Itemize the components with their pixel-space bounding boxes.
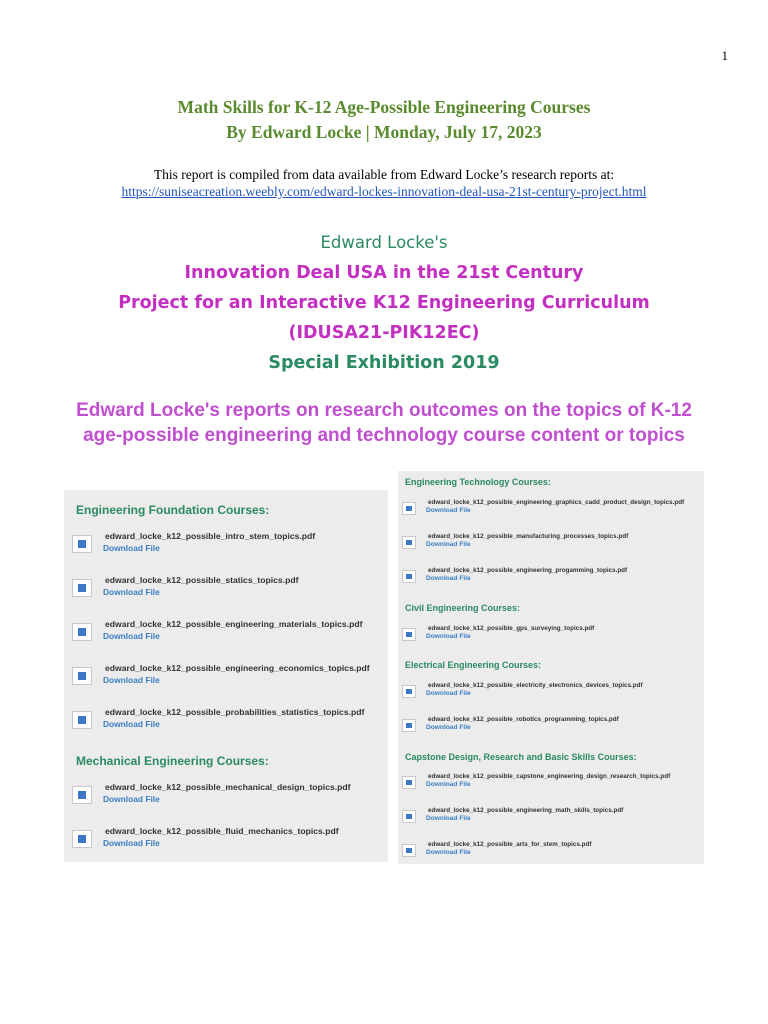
intro [0, 166, 768, 200]
intro-text: This report is compiled from data available from Edward Locke’s research reports at: [153, 167, 615, 182]
source-link[interactable]: https://suniseacreation.weebly.com/edward-lockes-innovation-deal-usa-21st-century-project.html [121, 184, 647, 199]
download-link[interactable]: Download File [426, 633, 471, 640]
file-name: edward_locke_k12_possible_engineering_economics_topics.pdf [105, 663, 370, 673]
section-title: Engineering Foundation Courses: [76, 503, 270, 517]
title-line-1: Math Skills for K-12 Age-Possible Engineering Courses [177, 97, 591, 117]
file-name: edward_locke_k12_possible_arts_for_stem_topics.pdf [428, 841, 592, 848]
download-link[interactable]: Download File [426, 815, 471, 822]
headline-line-2: age-possible engineering and technology course content or topics [83, 425, 685, 446]
file-name: edward_locke_k12_possible_engineering_materials_topics.pdf [105, 619, 363, 629]
section-title: Engineering Technology Courses: [405, 477, 551, 487]
download-link[interactable]: Download File [426, 575, 471, 582]
file-icon[interactable] [402, 719, 416, 732]
file-icon[interactable] [72, 667, 92, 685]
download-link[interactable]: Download File [103, 719, 160, 729]
banner-author: Edward Locke's [320, 233, 448, 252]
project-banner [0, 228, 768, 378]
download-link[interactable]: Download File [103, 587, 160, 597]
download-link[interactable]: Download File [103, 838, 160, 848]
file-name: edward_locke_k12_possible_electricity_electronics_devices_topics.pdf [428, 682, 643, 689]
banner-line-3: Project for an Interactive K12 Engineering Curriculum [118, 293, 650, 313]
left-course-panel [64, 490, 388, 862]
file-icon[interactable] [402, 844, 416, 857]
file-icon[interactable] [72, 786, 92, 804]
download-link[interactable]: Download File [426, 781, 471, 788]
download-link[interactable]: Download File [426, 724, 471, 731]
download-link[interactable]: Download File [103, 543, 160, 553]
section-title: Mechanical Engineering Courses: [76, 754, 269, 768]
file-name: edward_locke_k12_possible_gps_surveying_topics.pdf [428, 625, 595, 632]
file-icon[interactable] [402, 810, 416, 823]
file-name: edward_locke_k12_possible_statics_topics.pdf [105, 575, 299, 585]
file-icon[interactable] [72, 711, 92, 729]
title-line-2: By Edward Locke | Monday, July 17, 2023 [226, 122, 542, 142]
file-icon[interactable] [402, 502, 416, 515]
download-link[interactable]: Download File [426, 541, 471, 548]
document-title [0, 95, 768, 145]
download-link[interactable]: Download File [426, 849, 471, 856]
file-name: edward_locke_k12_possible_intro_stem_topics.pdf [105, 531, 316, 541]
file-name: edward_locke_k12_possible_fluid_mechanics_topics.pdf [105, 826, 339, 836]
banner-line-4: (IDUSA21-PIK12EC) [288, 323, 480, 343]
banner-line-2: Innovation Deal USA in the 21st Century [184, 263, 584, 283]
file-name: edward_locke_k12_possible_mechanical_design_topics.pdf [105, 782, 351, 792]
banner-line-5: Special Exhibition 2019 [268, 353, 500, 373]
file-icon[interactable] [402, 570, 416, 583]
download-link[interactable]: Download File [426, 690, 471, 697]
file-name: edward_locke_k12_possible_robotics_programming_topics.pdf [428, 716, 619, 723]
download-link[interactable]: Download File [103, 631, 160, 641]
file-icon[interactable] [402, 628, 416, 641]
file-name: edward_locke_k12_possible_engineering_progamming_topics.pdf [428, 567, 628, 574]
download-link[interactable]: Download File [103, 794, 160, 804]
section-title: Capstone Design, Research and Basic Skills Courses: [405, 752, 637, 762]
file-icon[interactable] [72, 623, 92, 641]
file-icon[interactable] [72, 535, 92, 553]
section-title: Electrical Engineering Courses: [405, 660, 542, 670]
section-headline [0, 398, 768, 448]
file-icon[interactable] [72, 579, 92, 597]
file-icon[interactable] [402, 685, 416, 698]
file-name: edward_locke_k12_possible_capstone_engineering_design_research_topics.pdf [428, 773, 671, 780]
section-title: Civil Engineering Courses: [405, 603, 521, 613]
file-icon[interactable] [72, 830, 92, 848]
headline-line-1: Edward Locke's reports on research outcomes on the topics of K-12 [76, 400, 692, 421]
file-icon[interactable] [402, 536, 416, 549]
download-link[interactable]: Download File [103, 675, 160, 685]
download-link[interactable]: Download File [426, 507, 471, 514]
file-name: edward_locke_k12_possible_manufacturing_processes_topics.pdf [428, 533, 629, 540]
file-icon[interactable] [402, 776, 416, 789]
right-course-panel [398, 471, 704, 864]
file-name: edward_locke_k12_possible_engineering_graphics_cadd_product_design_topics.pdf [428, 499, 685, 506]
file-name: edward_locke_k12_possible_engineering_math_skills_topics.pdf [428, 807, 624, 814]
page-number: 1 [721, 48, 728, 63]
file-name: edward_locke_k12_possible_probabilities_statistics_topics.pdf [105, 707, 365, 717]
